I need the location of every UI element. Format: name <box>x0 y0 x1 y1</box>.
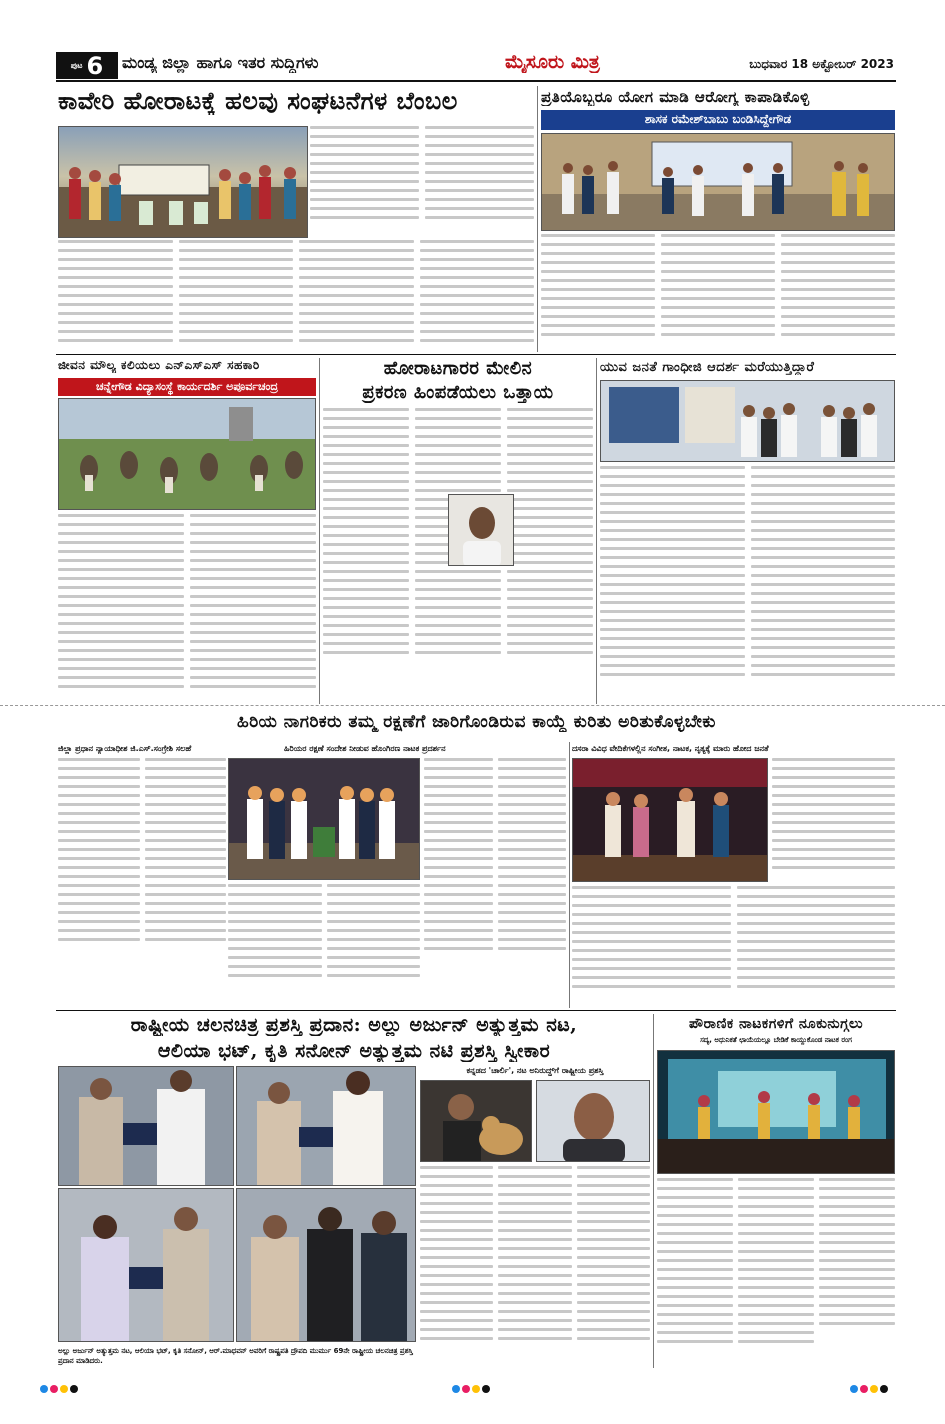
yoga-headline: ಪ್ರತಿಯೊಬ್ಬರೂ ಯೋಗ ಮಾಡಿ ಆರೋಗ್ಯ ಕಾಪಾಡಿಕೊಳ್ಳಿ <box>541 88 810 106</box>
award-ceremony-image-2 <box>237 1067 416 1186</box>
film-awards-caption: ಅಲ್ಲು ಅರ್ಜುನ್ ಅತ್ಯುತ್ತಮ ನಟ, ಆಲಿಯಾ ಭಟ್, ಕೃತಿ ಸನೋನ್, ಆರ್.ಮಾಧವನ್ ಅವರಿಗೆ ರಾಷ್ಟ್ರಪತಿ ದ್ರೌಪದಿ ಮುರ್ಮು 69ನೇ ರಾಷ್ಟ್ರೀಯ ಚಲನಚಿತ್ರ ಪ್ರಶಸ್ತಿ ಪ್ರದಾನ ಮಾಡಿದರು. <box>58 1347 413 1365</box>
award-photo-kriti-sanon <box>236 1066 416 1186</box>
mythological-headline: ಪೌರಾಣಿಕ ನಾಟಕಗಳಿಗೆ ನೂಕುನುಗ್ಗಲು <box>688 1016 864 1032</box>
dasara-body-text-1 <box>772 758 895 882</box>
registration-dot <box>50 1385 58 1393</box>
cauvery-headline: ಕಾವೇರಿ ಹೋರಾಟಕ್ಕೆ ಹಲವು ಸಂಘಟನೆಗಳ ಬೆಂಬಲ <box>58 86 458 115</box>
registration-marks-left <box>40 1378 80 1397</box>
registration-dot <box>40 1385 48 1393</box>
gandhi-body-text <box>600 466 895 704</box>
film-awards-sub: ಕನ್ನಡದ 'ಚಾರ್ಲಿ', ನಟ ಅನಿರುದ್ಧ್‌ಗೆ ರಾಷ್ಟ್ರೀಯ ಪ್ರಶಸ್ತಿ <box>466 1066 604 1075</box>
protest-cases-headline-2: ಪ್ರಕರಣ ಹಿಂಪಡೆಯಲು ಒತ್ತಾಯ <box>362 382 554 403</box>
actor-with-dog-image <box>421 1081 532 1162</box>
senior-body-text-1 <box>58 758 226 1008</box>
senior-sub-2: ಹಿರಿಯರ ರಕ್ಷಣೆ ಸಂದೇಶ ನೀಡುವ ಹೊಂಗಿರಣ ನಾಟಕ ಪ್ರದರ್ಶನ <box>284 744 446 753</box>
column-divider <box>596 358 597 704</box>
section-title: ಮಂಡ್ಯ ಜಿಲ್ಲಾ ಹಾಗೂ ಇತರ ಸುದ್ದಿಗಳು <box>122 53 319 72</box>
masthead <box>50 50 895 80</box>
award-photo-madhavan <box>236 1188 416 1342</box>
section-rule-1 <box>56 354 896 355</box>
anirudh-portrait <box>536 1080 650 1162</box>
nss-field-work-image <box>59 399 316 510</box>
award-photo-allu-arjun <box>58 1066 234 1186</box>
protest-leader-portrait <box>448 494 514 566</box>
senior-body-text-2 <box>228 884 420 1008</box>
mythological-drama-photo <box>657 1050 895 1174</box>
yoga-participants-image <box>542 134 895 231</box>
registration-dot <box>472 1385 480 1393</box>
mythological-body-text <box>657 1178 895 1368</box>
film-awards-headline-2: ಆಲಿಯಾ ಭಟ್, ಕೃತಿ ಸನೋನ್ ಅತ್ಯುತ್ತಮ ನಟಿ ಪ್ರಶಸ್ತಿ ಸ್ವೀಕಾರ <box>157 1040 551 1062</box>
senior-sub-3: ದಸರಾ ವಿವಿಧ ವೇದಿಕೆಗಳಲ್ಲಿನ ಸಂಗೀತ, ನಾಟಕ, ನೃತ್ಯಕ್ಕೆ ಮಾರು ಹೋದ ಜನತೆ <box>572 744 769 753</box>
stage-felicitation-image <box>229 759 420 880</box>
charlie-film-still <box>420 1080 532 1162</box>
column-divider <box>569 742 570 1008</box>
award-ceremony-image-3 <box>59 1189 234 1342</box>
nss-subhead: ಚನ್ನೇಗೌಡ ವಿದ್ಯಾಸಂಸ್ಥೆ ಕಾರ್ಯದರ್ಶಿ ಅಪೂರ್ವಚಂದ್ರ <box>58 378 316 396</box>
award-photo-alia-bhatt <box>58 1188 234 1342</box>
senior-sub-1: ಜಿಲ್ಲಾ ಪ್ರಧಾನ ನ್ಯಾಯಾಧೀಶ ಜಿ.ಎಸ್.ಸಂಗ್ರೇಶಿ ಸಲಹೆ <box>58 744 192 753</box>
registration-marks-right <box>850 1378 890 1397</box>
mythological-stage-image <box>658 1051 895 1174</box>
registration-dot <box>482 1385 490 1393</box>
cauvery-body-text-2 <box>58 240 534 352</box>
cauvery-protest-photo <box>58 126 308 238</box>
paper-name: ಮೈಸೂರು ಮಿತ್ರ <box>505 51 600 73</box>
nss-headline: ಜೀವನ ಮೌಲ್ಯ ಕಲಿಯಲು ಎನ್‌ಎಸ್‌ಎಸ್ ಸಹಕಾರಿ <box>58 358 260 372</box>
nss-body-text <box>58 514 316 704</box>
registration-dot <box>870 1385 878 1393</box>
column-divider <box>319 358 320 704</box>
gandhi-event-image <box>601 381 895 462</box>
registration-dot <box>462 1385 470 1393</box>
fold-line <box>0 705 945 706</box>
gandhi-headline: ಯುವ ಜನತೆ ಗಾಂಧೀಜಿ ಆದರ್ಶ ಮರೆಯುತ್ತಿದ್ದಾರೆ <box>600 360 815 375</box>
page-label: ಪುಟ <box>70 60 83 70</box>
page-number: 6 <box>86 51 104 80</box>
award-ceremony-image-1 <box>59 1067 234 1186</box>
dasara-body-text-2 <box>572 886 895 1008</box>
registration-dot <box>60 1385 68 1393</box>
senior-event-photo <box>228 758 420 880</box>
mythological-sub: ಸದ್ಯ, ಅಧುನಿಕತೆ ಛಾಯೆಯಲ್ಲೂ ಬೇಡಿಕೆ ಕಾಯ್ದುಕೊಂಡ ನಾಟಕ ರಂಗ <box>700 1036 852 1044</box>
gandhi-event-photo <box>600 380 895 462</box>
page-badge <box>56 52 118 79</box>
column-divider <box>653 1014 654 1368</box>
protest-crowd-image <box>59 127 308 238</box>
registration-dot <box>850 1385 858 1393</box>
dasara-stage-photo <box>572 758 768 882</box>
protest-cases-headline-1: ಹೋರಾಟಗಾರರ ಮೇಲಿನ <box>383 358 533 379</box>
registration-dot <box>880 1385 888 1393</box>
registration-dot <box>70 1385 78 1393</box>
section-rule-2 <box>56 1010 896 1011</box>
yoga-body-text <box>541 234 895 352</box>
drama-stage-image <box>573 759 768 882</box>
issue-date: ಬುಧವಾರ 18 ಅಕ್ಟೋಬರ್ 2023 <box>749 57 894 71</box>
yoga-subhead: ಶಾಸಕ ರಮೇಶ್‌ಬಾಬು ಬಂಡಿಸಿದ್ದೇಗೌಡ <box>541 110 895 130</box>
award-ceremony-image-4 <box>237 1189 416 1342</box>
registration-dot <box>452 1385 460 1393</box>
senior-body-text-3 <box>424 758 566 1008</box>
registration-marks-center <box>452 1378 492 1397</box>
masthead-rule <box>56 80 896 82</box>
cauvery-body-text-1 <box>310 126 534 238</box>
column-divider <box>537 86 538 352</box>
portrait-image <box>449 495 514 566</box>
actor-portrait-image <box>537 1081 650 1162</box>
nss-activity-photo <box>58 398 316 510</box>
registration-dot <box>860 1385 868 1393</box>
yoga-event-photo <box>541 133 895 231</box>
film-awards-headline-1: ರಾಷ್ಟ್ರೀಯ ಚಲನಚಿತ್ರ ಪ್ರಶಸ್ತಿ ಪ್ರದಾನ: ಅಲ್ಲು ಅರ್ಜುನ್ ಅತ್ಯುತ್ತಮ ನಟ, <box>130 1014 578 1036</box>
film-awards-body-text <box>420 1166 650 1368</box>
senior-citizens-headline: ಹಿರಿಯ ನಾಗರಿಕರು ತಮ್ಮ ರಕ್ಷಣೆಗೆ ಜಾರಿಗೊಂಡಿರುವ ಕಾಯ್ದೆ ಕುರಿತು ಅರಿತುಕೊಳ್ಳಬೇಕು <box>237 712 716 732</box>
